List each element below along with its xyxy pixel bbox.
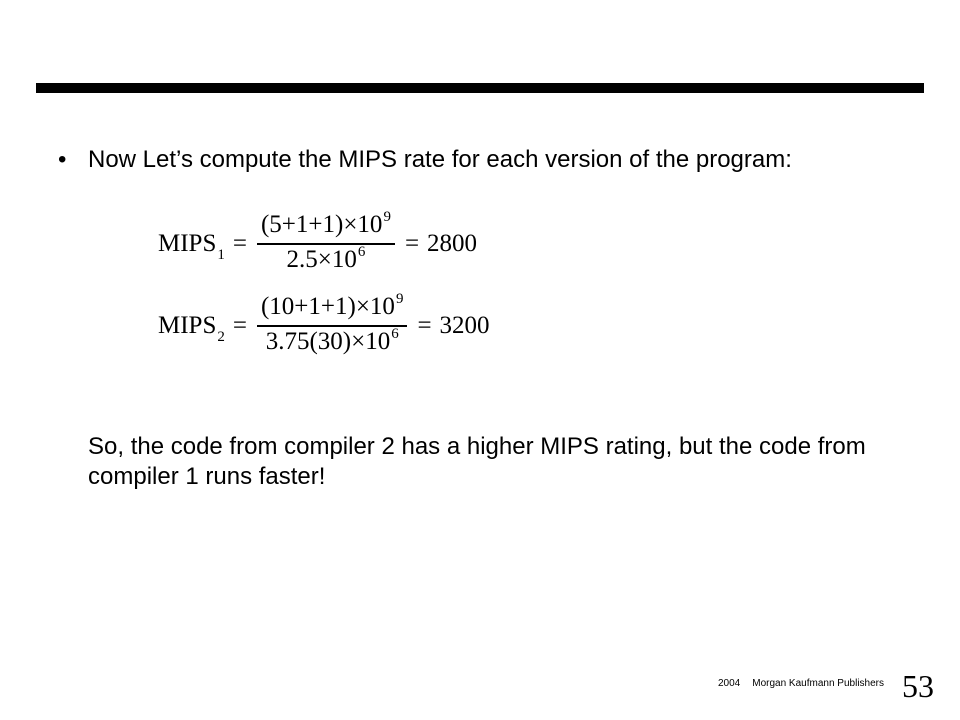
publisher-name: Morgan Kaufmann Publishers — [752, 678, 884, 689]
denominator — [283, 245, 370, 278]
denominator-exponent: 6 — [357, 243, 366, 260]
numerator — [257, 210, 395, 243]
equation-lhs — [158, 312, 225, 345]
denominator — [262, 327, 403, 360]
equation-result: 2800 — [427, 230, 478, 257]
copyright-year: 2004 — [718, 678, 741, 689]
denominator-base: 3.75(30)×10 — [265, 327, 391, 355]
fraction — [257, 292, 407, 360]
equation-mips-2 — [158, 286, 490, 366]
fraction — [257, 210, 395, 278]
bullet-text: Now Let’s compute the MIPS rate for each version of the program: — [88, 146, 792, 173]
denominator-base: 2.5×10 — [286, 245, 357, 273]
equals-sign: = — [232, 312, 247, 339]
footer-copyright — [718, 678, 884, 689]
equals-sign: = — [417, 312, 432, 339]
numerator-exponent: 9 — [383, 209, 391, 226]
equation-lhs — [158, 230, 225, 263]
page-number: 53 — [902, 668, 934, 704]
conclusion-text: So, the code from compiler 2 has a higher MIPS rating, but the code from compiler 1 runs faster! — [88, 433, 866, 490]
equation-lhs-label: MIPS — [158, 312, 217, 339]
bullet-point — [58, 144, 792, 176]
equals-sign: = — [404, 230, 420, 257]
numerator-base: (10+1+1)×10 — [260, 293, 395, 321]
numerator-exponent: 9 — [395, 291, 404, 308]
bullet-icon: • — [58, 146, 67, 173]
equation-mips-1 — [158, 204, 477, 284]
numerator-base: (5+1+1)×10 — [260, 211, 383, 239]
denominator-exponent: 6 — [391, 325, 399, 342]
equation-result: 3200 — [439, 312, 490, 339]
title-rule — [36, 83, 924, 93]
equals-sign: = — [232, 230, 247, 257]
equation-lhs-label: MIPS — [158, 230, 217, 257]
equation-lhs-subscript: 1 — [217, 247, 225, 263]
equation-lhs-subscript: 2 — [217, 329, 225, 345]
numerator — [257, 292, 407, 325]
